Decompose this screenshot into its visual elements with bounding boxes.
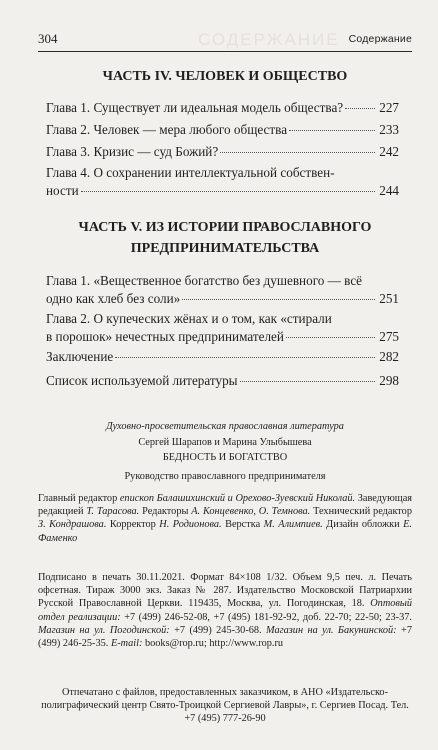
toc-entry <box>46 164 399 199</box>
part-5-title-line: ЧАСТЬ V. ИЗ ИСТОРИИ ПРАВОСЛАВНОГО <box>78 220 372 235</box>
credit-name: Н. Родионова. <box>159 519 222 531</box>
entry-text: Глава 2. Человек — мера любого общества <box>46 122 288 137</box>
entry-page: 282 <box>379 349 399 364</box>
toc-entry <box>46 272 399 307</box>
entry-page: 275 <box>379 328 399 344</box>
entry-text: Глава 1. Существует ли идеальная модель общества? <box>46 100 344 115</box>
page-number: 304 <box>38 31 58 46</box>
page-header <box>38 28 412 50</box>
entry-text: Глава 3. Кризис — суд Божий? <box>46 144 219 159</box>
credit-text: Заведующая редакцией <box>38 493 413 518</box>
toc-entry <box>46 143 399 161</box>
credit-text: Корректор <box>106 519 160 531</box>
credit-text: Технический редактор <box>310 506 412 518</box>
pub-text: +7 (499) 246-52-08, +7 (495) 181-92-92, доб. 22-70; 22-50; 23-37. <box>120 611 412 623</box>
book-subtitle: Руководство православного предпринимателя <box>124 471 326 482</box>
entry-text-cont: в порошок» нечестных предпринимателей <box>46 328 284 344</box>
leader-dots <box>220 151 375 153</box>
part-4-title: ЧАСТЬ IV. ЧЕЛОВЕК И ОБЩЕСТВО <box>102 69 348 84</box>
entry-page: 242 <box>379 144 399 159</box>
pub-label: Магазин на ул. Бакунинской: <box>266 624 397 636</box>
pub-label: Оптовый отдел реализации: <box>38 598 412 623</box>
book-title: БЕДНОСТЬ И БОГАТСТВО <box>162 452 288 463</box>
pub-text: +7 (499) 245-30-68. <box>169 624 267 636</box>
entry-page: 298 <box>379 373 399 388</box>
toc-entry <box>46 99 399 117</box>
leader-dots <box>81 190 375 192</box>
part-5-title-line: ПРЕДПРИНИМАТЕЛЬСТВА <box>130 241 320 256</box>
entry-text: Глава 2. О купеческих жёнах и о том, как «стирали <box>46 311 332 326</box>
pub-text: +7 (499) 246-25-35. <box>38 624 412 650</box>
pub-label: Магазин на ул. Погодинской: <box>38 624 170 636</box>
header-rule <box>38 51 412 52</box>
authors-line: Сергей Шарапов и Марина Улыбышева <box>138 437 312 448</box>
credits-paragraph <box>38 492 412 545</box>
toc-entry <box>46 348 399 366</box>
entry-page: 244 <box>379 182 399 198</box>
entry-text-cont: одно как хлеб без соли» <box>46 290 181 306</box>
credit-name: епископ Балашихинский и Орехово-Зуевский Николай. <box>119 493 356 504</box>
pub-text: Подписано в печать 30.11.2021. Формат 84×108 1/32. Объем 9,5 печ. л. Печать офсетная. Тираж 3000 экз. Заказ № 287. Издательство Московской Патриархии Русской Православной Церкви. 119435, Москва, ул. Погодинская, 18. <box>38 572 412 610</box>
entry-page: 251 <box>379 290 399 306</box>
leader-dots <box>182 298 375 300</box>
credit-name: М. Алимпиев. <box>263 519 323 531</box>
show-through-text: СОДЕРЖАНИЕ <box>198 30 340 49</box>
entry-text: Заключение <box>46 349 114 364</box>
publication-paragraph <box>38 571 412 650</box>
part-5-title <box>38 217 412 259</box>
leader-dots <box>345 107 375 109</box>
credit-text: Верстка <box>221 519 264 531</box>
entry-page: 233 <box>379 122 399 137</box>
entry-text-cont: ности <box>46 182 79 198</box>
entry-text: Глава 4. О сохранении интеллектуальной собствен- <box>46 165 335 180</box>
pub-label: E-mail: <box>110 638 143 650</box>
toc-entry <box>46 310 399 345</box>
credit-text: Главный редактор <box>38 493 120 504</box>
pub-text: books@rop.ru; http://www.rop.ru <box>142 638 284 650</box>
toc-entry <box>46 121 399 139</box>
leader-dots <box>240 380 375 382</box>
credit-name: Т. Тарасова. <box>86 506 140 518</box>
entry-page: 227 <box>379 100 399 115</box>
leader-dots <box>289 129 375 131</box>
credit-text: Редакторы <box>139 506 192 518</box>
leader-dots <box>115 356 375 358</box>
credit-name: З. Кондрашова. <box>38 519 107 531</box>
toc-entry <box>46 372 399 390</box>
running-head: Содержание <box>348 33 412 45</box>
entry-text: Список используемой литературы <box>46 373 238 388</box>
credit-name: А. Концевенко, О. Темнова. <box>191 506 311 518</box>
series-line: Духовно-просветительская православная литература <box>106 421 344 432</box>
leader-dots <box>286 336 375 338</box>
printer-paragraph: Отпечатано с файлов, предоставленных заказчиком, в АНО «Издательско-полиграфический центр Свято-Троицкой Сергиевой Лавры», г. Сергиев Посад. Тел. +7 (495) 777-26-90 <box>41 687 409 725</box>
credit-name: Е. Фаменко <box>38 519 412 544</box>
credit-text: Дизайн обложки <box>322 519 404 531</box>
entry-text: Глава 1. «Вещественное богатство без душевного — всё <box>46 273 363 288</box>
